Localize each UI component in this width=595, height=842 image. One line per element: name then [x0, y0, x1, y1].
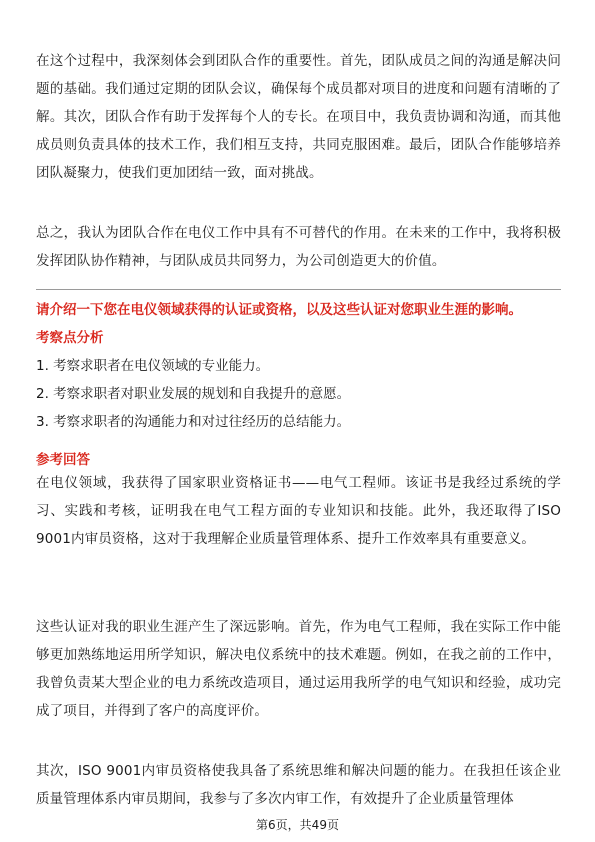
analysis-item: 3. 考察求职者的沟通能力和对过往经历的总结能力。	[36, 414, 351, 430]
body-paragraph: 总之，我认为团队合作在电仪工作中具有不可替代的作用。在未来的工作中，我将积极发挥团队协作精神，与团队成员共同努力，为公司创造更大的价值。	[36, 225, 561, 269]
answer-heading: 参考回答	[36, 452, 90, 468]
answer-paragraph: 在电仪领域，我获得了国家职业资格证书——电气工程师。该证书是我经过系统的学习、实践和考核，证明我在电气工程方面的专业知识和技能。此外，我还取得了ISO 9001内审员资格，这对于我理解企业质量管理体系、提升工作效率具有重要意义。	[36, 475, 561, 547]
body-paragraph: 在这个过程中，我深刻体会到团队合作的重要性。首先，团队成员之间的沟通是解决问题的基础。我们通过定期的团队会议，确保每个成员都对项目的进度和问题有清晰的了解。其次，团队合作有助于发挥每个人的专长。在项目中，我负责协调和沟通，而其他成员则负责具体的技术工作，我们相互支持，共同克服困难。最后，团队合作能够培养团队凝聚力，使我们更加团结一致，面对挑战。	[36, 53, 561, 181]
analysis-item: 2. 考察求职者对职业发展的规划和自我提升的意愿。	[36, 386, 351, 402]
analysis-heading: 考察点分析	[36, 330, 104, 346]
page-number: 第6页，共49页	[256, 818, 339, 832]
interview-question: 请介绍一下您在电仪领域获得的认证或资格，以及这些认证对您职业生涯的影响。	[36, 302, 522, 318]
section-divider	[36, 289, 561, 290]
analysis-item: 1. 考察求职者在电仪领域的专业能力。	[36, 358, 270, 374]
answer-paragraph: 这些认证对我的职业生涯产生了深远影响。首先，作为电气工程师，我在实际工作中能够更加熟练地运用所学知识，解决电仪系统中的技术难题。例如，在我之前的工作中，我曾负责某大型企业的电力系统改造项目，通过运用我所学的电气知识和经验，成功完成了项目，并得到了客户的高度评价。	[36, 619, 561, 719]
answer-paragraph: 其次，ISO 9001内审员资格使我具备了系统思维和解决问题的能力。在我担任该企业质量管理体系内审员期间，我参与了多次内审工作，有效提升了企业质量管理体	[36, 763, 561, 807]
